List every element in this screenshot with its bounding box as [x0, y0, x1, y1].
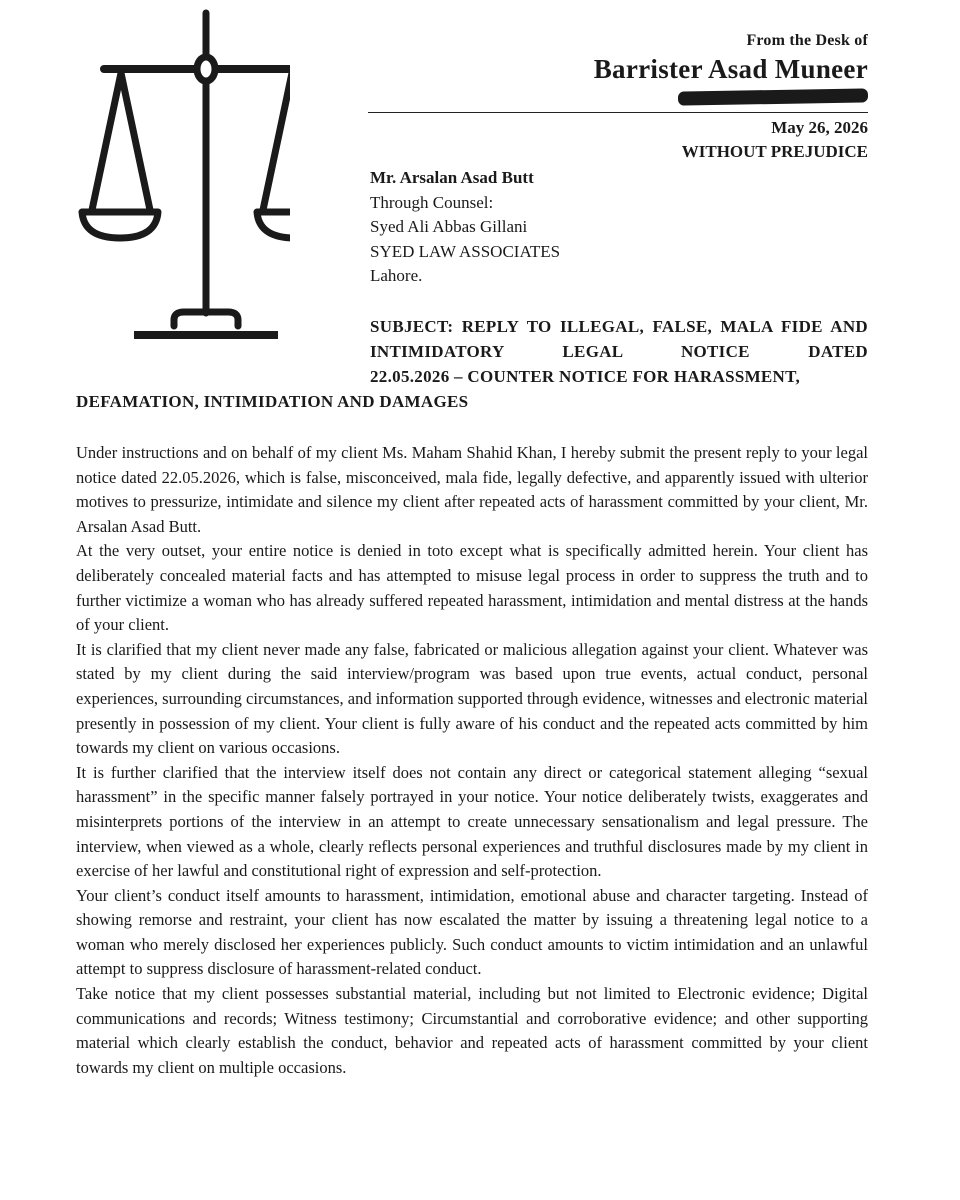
barrister-name: Barrister Asad Muneer	[593, 54, 868, 84]
letter-body	[76, 441, 868, 1080]
addressee-name: Mr. Arsalan Asad Butt	[370, 168, 534, 187]
body-paragraph: It is clarified that my client never made any false, fabricated or malicious allegation against your client. Whatever was stated by my client during the said interview/program was based upon true events, actual conduct, personal experiences, surrounding circumstances, and information supported through evidence, witnesses and electronic material presently in possession of my client. Your client is fully aware of his conduct and the repeated acts committed by him towards my client on various occasions.	[76, 639, 868, 758]
letter-date: May 26, 2026	[771, 118, 868, 137]
date-block	[682, 116, 868, 164]
subject-line-1: SUBJECT: REPLY TO ILLEGAL, FALSE, MALA FIDE AND INTIMIDATORY LEGAL NOTICE DATED	[370, 317, 868, 361]
subject-line-2: 22.05.2026 – COUNTER NOTICE FOR HARASSMENT,	[370, 367, 801, 386]
header-rule	[368, 112, 868, 113]
counsel-name: Syed Ali Abbas Gillani	[370, 217, 528, 236]
letterhead	[594, 32, 868, 85]
scales-of-justice-icon	[70, 8, 290, 348]
redaction-mark	[678, 88, 868, 105]
law-firm-name: SYED LAW ASSOCIATES	[370, 241, 561, 261]
body-paragraph: Take notice that my client possesses substantial material, including but not limited to Electronic evidence; Digital communications and records; Witness testimony; Circumstantial and corroborative evidence; and other supporting material which clearly establish the conduct, behavior and repeated acts of harassment committed by your client towards my client on multiple occasions.	[76, 984, 868, 1077]
body-paragraph: It is further clarified that the interview itself does not contain any direct or categorical statement alleging “sexual harassment” in the specific manner falsely portrayed in your notice. Your notice deliberately twists, exaggerates and misinterprets portions of the interview in an attempt to create unnecessary sensationalism and legal pressure. The interview, when viewed as a whole, clearly reflects personal experiences and truthful disclosures made by my client in exercise of her lawful and constitutional right of expression and self-protection.	[76, 762, 868, 881]
addressee-city: Lahore.	[370, 266, 423, 285]
desk-label: From the Desk of	[746, 32, 868, 49]
body-paragraph: Your client’s conduct itself amounts to harassment, intimidation, emotional abuse and character targeting. Instead of showing remorse and restraint, your client has now escalated the matter by issuing a threatening legal notice to a woman who merely disclosed her experiences publicly. Such conduct amounts to victim intimidation and an unlawful attempt to suppress disclosure of harassment-related conduct.	[76, 885, 868, 979]
body-paragraph: At the very outset, your entire notice is denied in toto except what is specifically admitted herein. Your client has deliberately concealed material facts and has attempted to misuse legal process in order to suppress the truth and to further victimize a woman who has already suffered repeated harassment, intimidation and mental distress at the hands of your client.	[76, 541, 868, 635]
subject-line-3: DEFAMATION, INTIMIDATION AND DAMAGES	[76, 392, 469, 411]
body-paragraph: Under instructions and on behalf of my client Ms. Maham Shahid Khan, I hereby submit the present reply to your legal notice dated 22.05.2026, which is false, misconceived, mala fide, legally defective, and apparently issued with ulterior motives to pressurize, intimidate and silence my client after repeated acts of harassment committed by your client, Mr. Arsalan Asad Butt.	[76, 443, 868, 536]
without-prejudice-label: WITHOUT PREJUDICE	[681, 142, 868, 161]
through-counsel-label: Through Counsel:	[370, 192, 494, 212]
addressee-block	[370, 166, 560, 289]
subject-block	[76, 314, 868, 414]
